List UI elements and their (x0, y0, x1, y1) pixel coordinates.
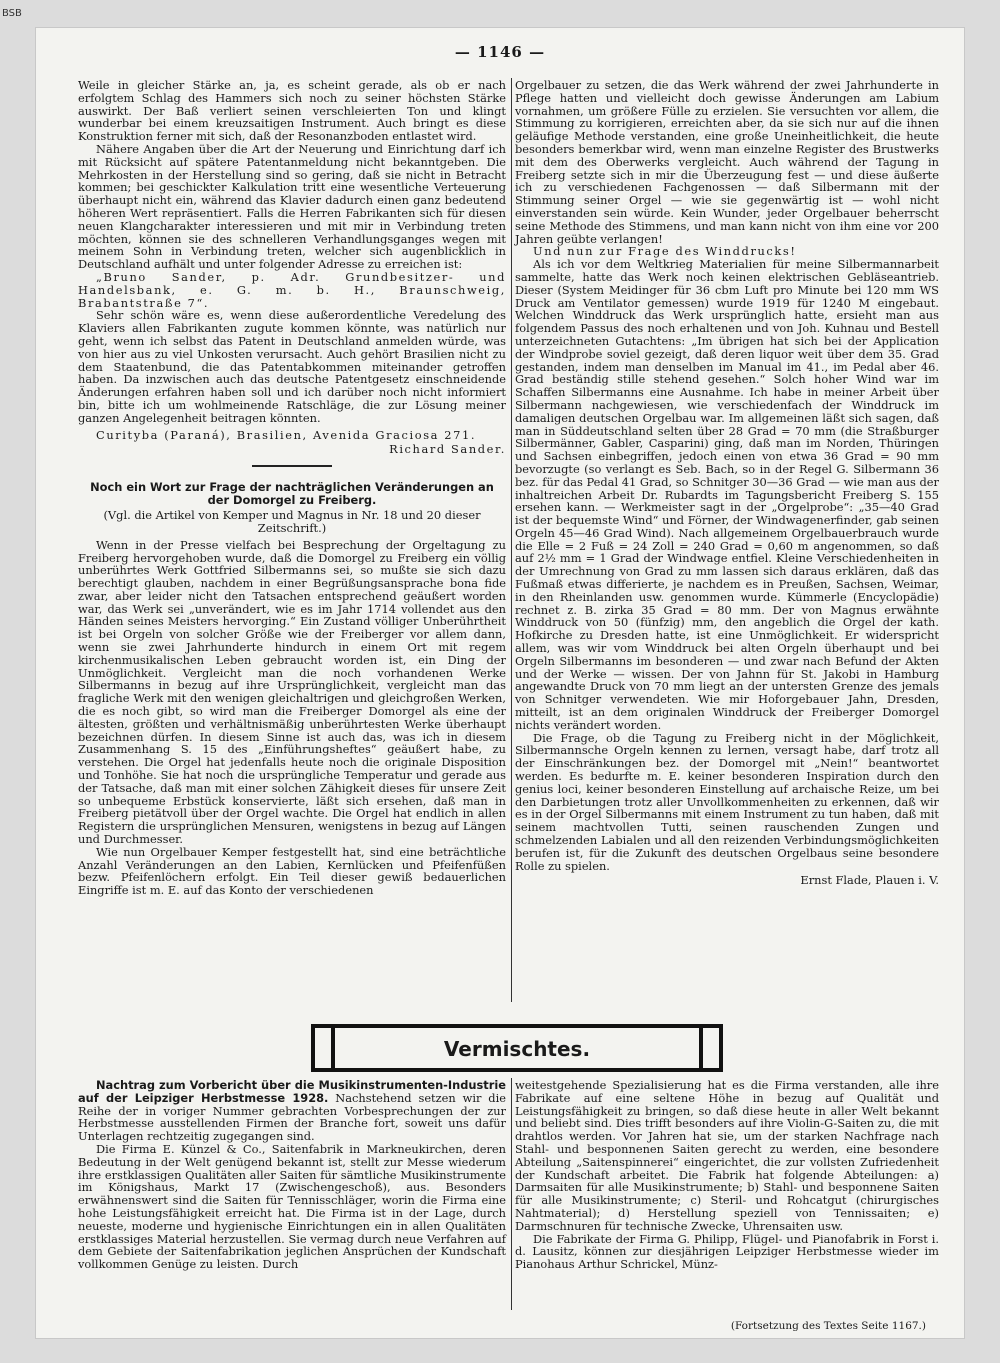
section-title: Vermischtes. (443, 1037, 591, 1061)
paragraph: Als ich vor dem Weltkrieg Materialien für meine Silbermannarbeit sammelte, hatte das Werk noch keinen elektrischen Gebläseantrieb. Dieser (System Meidinger für 36 cbm Luft pro Minute bei 120 mm WS Druck am Ventilator gemessen) wurde 1919 für 1240 M eingebaut. Welchen Winddruck das Werk ursprünglich hatte, ersieht man aus folgendem Passus des noch erhaltenen und von Joh. Kuhnau und Bestell unterzeichneten Gutachtens: „Im übrigen hat sich bei der Application der Windprobe soviel gezeigt, daß deren liquor weit über dem 35. Grad gestanden, indem man denselben im Manual im 41., im Pedal aber 46. Grad beständig stille stehend gesehen.“ Solch hoher Wind war im Schaffen Silbermanns eine Ausnahme. Ich habe in meiner Arbeit über Silbermann nachgewiesen, wie verschiedenfach der Winddruck im damaligen deutschen Orgelbau war. Im allgemeinen läßt sich sagen, daß man in Süddeutschland selten über 28 Grad = 70 mm (die Straßburger Silbermänner, Gabler, Casparini) ging, daß man im Norden, Thüringen und Sachsen einbegriffen, jedoch einen von etwa 36 Grad = 90 mm bevorzugte (so verlangt es Seb. Bach, so in der Regel G. Silbermann 36 bez. für das Pedal 41 Grad, so Schnitger 30—36 Grad — wie man aus der inhaltreichen Arbeit Dr. Rubardts im Tagungsbericht Freiberg S. 155 ersehen kann. — Werkmeister sagt in der „Orgelprobe“: „35—40 Grad ist der bequemste Wind“ und Förner, der Windwagenerfinder, gab seinen Orgeln 45—46 Grad Wind). Nach allgemeinem Orgelbauerbrauch wurde die Elle = 2 Fuß = 24 Zoll = 240 Grad = 0,60 m angenommen, so daß auf 2½ mm = 1 Grad der Windwage entfiel. Kleine Verschiedenheiten in der Umrechnung von Grad zu mm lassen sich daraus erklären, daß das Fußmaß etwas differierte, je nachdem es in Preußen, Sachsen, Weimar, in den Rheinlanden usw. genommen wurde. Kümmerle (Encyclopädie) rechnet z. B. zirka 35 Grad = 80 mm. Der von Magnus erwähnte Winddruck von 50 (fünfzig) mm, den angeblich die Orgel der kath. Hofkirche zu Dresden hatte, ist eine Unmöglichkeit. Er widerspricht allem, was wir vom Winddruck bei alten Orgeln überhaupt und bei Orgeln Silbermanns im besonderen — und zwar nach Befund der Akten und der Werke — wissen. Der von Jahnn für St. Jakobi in Hamburg angewandte Druck von 70 mm liegt an der untersten Grenze des jemals von Schnitger verwendeten. Wie mir Hoforgebauer Jahn, Dresden, mitteilt, ist an dem originalen Winddruck der Freiberger Domorgel nichts verändert worden. (515, 257, 939, 732)
separator-rule (252, 465, 332, 467)
right-column (515, 79, 939, 887)
address: „Bruno Sander, p. Adr. Grundbesitzer- und Handelsbank, e. G. m. b. H., Braunschweig, Brabantstraße 7“. (78, 269, 506, 310)
section-banner (311, 1024, 723, 1072)
paragraph: Wenn in der Presse vielfach bei Besprechung der Orgeltagung zu Freiberg hervorgehoben wurde, daß die Domorgel zu Freiberg ein völlig unberührtes Werk Gottfried Silbermanns sei, so mußte sie sich dazu berechtigt glauben, nachdem in einer Begrüßungsansprache bona fide zwar, aber leider nicht den Tatsachen entsprechend geäußert worden war, das Werk sei „unverändert, wie es im Jahr 1714 vollendet aus den Händen seines Meisters hervorging.“ Ein Zustand völliger Unberührtheit ist bei Orgeln von solcher Größe wie der Freiberger vor allem dann, wenn sie zwei Jahrhunderte hindurch in einem Ort mit regem kirchenmusikalischen Leben gebraucht worden ist, ein Ding der Unmöglichkeit. Vergleicht man die noch vorhandenen Werke Silbermanns in bezug auf ihre Ursprünglichkeit, vergleicht man das fragliche Werk mit den wenigen gleichaltrigen und gleichgroßen Werken, die es noch gibt, so wird man die Freiberger Domorgel als eine der ältesten, größten und verhältnismäßig unberührtesten Werke überhaupt bezeichnen dürfen. In diesem Sinne ist auch das, was ich in diesem Zusammenhang S. 15 des „Einführungsheftes“ geäußert habe, zu verstehen. Die Orgel hat jedenfalls heute noch die originale Disposition und Tonhöhe. Sie hat noch die ursprüngliche Temperatur und gerade aus der Tatsache, daß man mit einer solchen Zähigkeit dieses für unsere Zeit so unbequeme Erbstück konservierte, läßt sich ersehen, daß man in Freiberg pietätvoll über der Orgel wachte. Die Orgel hat endlich in allen Registern die ursprünglichen Mensuren, wenigstens in bezug auf Längen und Durchmesser. (78, 537, 506, 847)
paragraph: Wie nun Orgelbauer Kemper festgestellt hat, sind eine beträchtliche Anzahl Veränderungen an den Labien, Kernlücken und Pfeifenfüßen bezw. Pfeifenlöchern erfolgt. Ein Teil dieser gewiß bedauerlichen Eingriffe ist m. E. auf das Konto der verschiedenen (78, 844, 506, 898)
paragraph: Weile in gleicher Stärke an, ja, es scheint gerade, als ob er nach erfolgtem Schlag des Hammers sich noch zu seiner höchsten Stärke auswirkt. Der Baß verliert seinen verschleierten Ton und klingt wunderbar bei einem kreuzsaitigen Instrument. Auch bringt es diese Konstruktion ferner mit sich, daß der Resonanzboden entlastet wird. (78, 78, 506, 144)
article-note: (Vgl. die Artikel von Kemper und Magnus in Nr. 18 und 20 dieser Zeitschrift.) (103, 508, 481, 535)
column-rule-bottom (511, 1078, 512, 1310)
sender-place: Curityba (Paraná), Brasilien, Avenida Graciosa 271. (96, 427, 477, 442)
newspaper-page (36, 28, 964, 1338)
banner-bar-right (699, 1028, 719, 1068)
signature: Ernst Flade, Plauen i. V. (800, 873, 939, 888)
article-title: Noch ein Wort zur Frage der nachträglichen Veränderungen an der Domorgel zu Freiberg. (90, 480, 494, 508)
column-rule (511, 78, 512, 1002)
report-intro: Nachstehend setzen wir die Reihe der in voriger Nummer gebrachten Vorbesprechungen der zur Herbstmesse ausstellenden Firmen der Branche fort, soweit uns dafür Unterlagen rechtzeitig zugegangen sind. (78, 1090, 506, 1144)
paragraph: Sehr schön wäre es, wenn diese außerordentliche Veredelung des Klaviers allen Fabrikanten zugute kommen könnte, was natürlich nur geht, wenn ich selbst das Patent in Deutschland anmelden würde, was von hier aus zu viel Unkosten verursacht. Auch gehört Brasilien nicht zu dem Staatenbund, die das Patentabkommen miteinander getroffen haben. Da inzwischen auch das deutsche Patentgesetz einschneidende Änderungen erfahren haben soll und ich darüber noch nicht informiert bin, bitte ich um wohlmeinende Ratschläge, die zur Lösung meiner ganzen Angelegenheit beitragen könnten. (78, 308, 506, 425)
left-column (78, 79, 506, 897)
paragraph: weitestgehende Spezialisierung hat es die Firma verstanden, alle ihre Fabrikate auf eine seltene Höhe in bezug auf Qualität und Leistungsfähigkeit zu bringen, so daß diese heute in aller Welt bekannt und beliebt sind. Dies trifft besonders auf ihre Violin-G-Saiten zu, die mit drahtlos werden. Vor Jahren hat sie, um der starken Nachfrage nach Stahl- und besponnenen Saiten gerecht zu werden, eine besondere Abteilung „Saitenspinnerei“ eingerichtet, die zur vollsten Zufriedenheit der Kundschaft arbeitet. Die Fabrik hat folgende Abteilungen: a) Darmsaiten für alle Musikinstrumente; b) Stahl- und besponnene Saiten für alle Musikinstrumente; c) Steril- und Rohcatgut (chirurgisches Nahtmaterial); d) Herstellung speziell von Tennissaiten; e) Darmschnuren für technische Zwecke, Uhrensaiten usw. (515, 1078, 939, 1233)
report-title: Nachtrag zum Vorbericht über die Musikinstrumenten-Industrie auf der Leipziger Herbstmesse 1928. (78, 1078, 506, 1105)
signature: Richard Sander. (389, 442, 506, 457)
subheading: Und nun zur Frage des Winddrucks! (533, 244, 797, 259)
page-number: — 1146 — (454, 43, 546, 61)
paragraph: Die Firma E. Künzel & Co., Saitenfabrik in Markneukirchen, deren Bedeutung in der Welt genügend bekannt ist, stellt zur Messe wiederum ihre erstklassigen Qualitäten aller Saiten für sämtliche Musikinstrumente im Königshaus, Markt 17 (Zwischengeschoß), aus. Besonders erwähnenswert sind die Saiten für Tennisschläger, worin die Firma eine hohe Leistungsfähigkeit erreicht hat. Die Firma ist in der Lage, durch neueste, moderne und hygienische Einrichtungen ein in allen Qualitäten erstklassiges Material herzustellen. Sie vermag durch neue Verfahren auf dem Gebiete der Saitenfabrikation jeglichen Ansprüchen der Kundschaft vollkommen Genüge zu leisten. Durch (78, 1141, 506, 1272)
paragraph: Die Fabrikate der Firma G. Philipp, Flügel- und Pianofabrik in Forst i. d. Lausitz, können zur diesjährigen Leipziger Herbstmesse wieder im Pianohaus Arthur Schrickel, Münz- (515, 1231, 939, 1272)
bottom-left-column (78, 1079, 506, 1271)
paragraph: Die Frage, ob die Tagung zu Freiberg nicht in der Möglichkeit, Silbermannsche Orgeln kennen zu lernen, versagt habe, darf trotz all der Einschränkungen bez. der Domorgel mit „Nein!“ beantwortet werden. Es bedurfte m. E. keiner besonderen Inspiration durch den genius loci, keiner besonderen Einstellung auf archaische Reize, um bei den Darbietungen trotz aller Unvollkommenheiten zu erkennen, daß wir es in der Orgel Silbermanns mit einem Instrument zu tun haben, daß mit seinem machtvollen Tutti, seinen rauschenden Zungen und schmelzenden Labialen und all den reizenden Verbindungsmöglichkeiten berufen ist, für die Zukunft des deutschen Orgelbaus seine besondere Rolle zu spielen. (515, 730, 939, 873)
library-stamp: BSB (2, 8, 22, 19)
paragraph: Nähere Angaben über die Art der Neuerung und Einrichtung darf ich mit Rücksicht auf spätere Patentanmeldung nicht bekanntgeben. Die Mehrkosten in der Herstellung sind so gering, daß sie nicht in Betracht kommen; bei geschickter Kalkulation tritt eine wesentliche Verteuerung überhaupt nicht ein, während das Klavier dadurch einen ganz bedeutend höheren Wert repräsentiert. Falls die Herren Fabrikanten sich für diesen neuen Klangcharakter interessieren und mit mir in Verbindung treten möchten, können sie des schnelleren Verhandlungsganges wegen mit meinem Sohn in Verbindung treten, welcher sich augenblicklich in Deutschland aufhält und unter folgender Adresse zu erreichen ist: (78, 141, 506, 272)
continuation-note: (Fortsetzung des Textes Seite 1167.) (730, 1320, 926, 1332)
paragraph: Orgelbauer zu setzen, die das Werk während der zwei Jahrhunderte in Pflege hatten und vielleicht doch gewisse Änderungen am Labium vornahmen, um größere Fülle zu erzielen. Sie versuchten vor allem, die Stimmung zu korrigieren, erreichten aber, da sie sich nur auf die ihnen geläufige Methode verstanden, eine große Uneinheitlichkeit, die heute besonders bemerkbar wird, wenn man einzelne Register des Brustwerks mit dem des Oberwerks vergleicht. Auch während der Tagung in Freiberg setzte sich in mir die Überzeugung fest — und diese äußerte ich zu verschiedenen Fachgenossen — daß Silbermann mit der Stimmung seiner Orgel — wie sie gegenwärtig ist — wohl nicht einverstanden sein würde. Kein Wunder, jeder Orgelbauer beherrscht seine Methode des Stimmens, und man kann nicht von ihm eine vor 200 Jahren geübte verlangen! (515, 78, 939, 246)
bottom-right-column (515, 1079, 939, 1271)
